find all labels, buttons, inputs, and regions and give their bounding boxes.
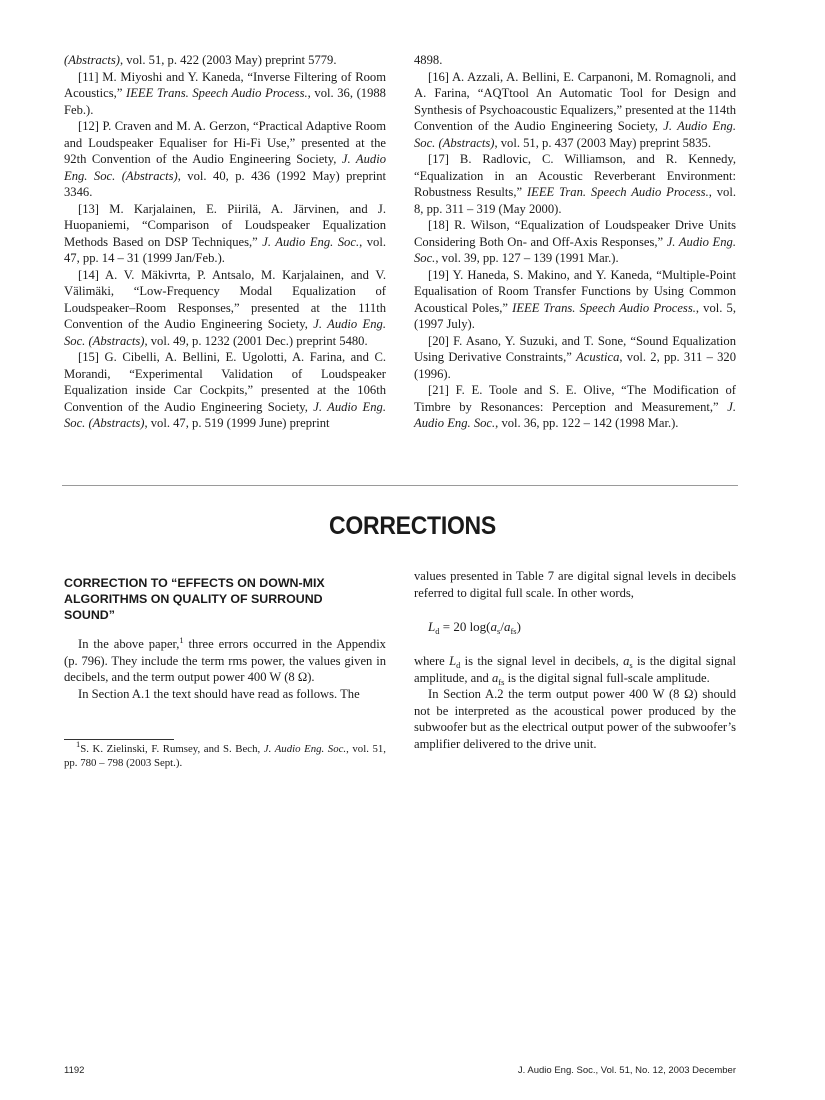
paragraph: [21] F. E. Toole and S. E. Olive, “The Modification of Timbre by Resonances: Perception and Measurement,” J. Audio Eng. Soc., vol. 36, pp. 122 – 142 (1998 Mar.). [414, 383, 736, 430]
paragraph: [20] F. Asano, Y. Suzuki, and T. Sone, “Sound Equalization Using Derivative Constraints,” Acustica, vol. 2, pp. 311 – 320 (1996). [414, 333, 736, 381]
body-paragraph: values presented in Table 7 are digital signal levels in decibels referred to digital full scale. In other words, [414, 569, 736, 600]
body-right-continued [414, 653, 736, 752]
paragraph: [12] P. Craven and M. A. Gerzon, “Practical Adaptive Room and Loudspeaker Equaliser for Hi-Fi Use,” presented at the 92th Convention of the Audio Engineering Society, J. Audio Eng. Soc. (Abstracts), vol. 40, p. 436 (1992 May) preprint 3346. [64, 119, 386, 199]
footnote-rule [64, 739, 174, 740]
paragraph: [11] M. Miyoshi and Y. Kaneda, “Inverse Filtering of Room Acoustics,” IEEE Trans. Speech Audio Process., vol. 36, (1988 Feb.). [64, 69, 386, 117]
article-title: CORRECTION TO “EFFECTS ON DOWN-MIX ALGORITHMS ON QUALITY OF SURROUND SOUND” [64, 576, 325, 622]
paragraph: In the above paper,$^1$ three errors occurred in the Appendix (p. 796). They include the term rms power, the values given in decibels, and the term output power 400 W (8 Ω). [64, 635, 386, 684]
section-title: CORRECTIONS [329, 512, 496, 540]
footnote-text: $^1$S. K. Zielinski, F. Rumsey, and S. Bech, J. Audio Eng. Soc., vol. 51, pp. 780 – 798 (2003 Sept.). [64, 739, 386, 769]
paragraph: [14] A. V. Mäkivrta, P. Antsalo, M. Karjalainen, and V. Välimäki, “Low-Frequency Modal Equalization of Loudspeaker–Room Responses,” presented at the 111th Convention of the Audio Engineering Society, J. Audio Eng. Soc. (Abstracts), vol. 49, p. 1232 (2001 Dec.) preprint 5480. [64, 267, 386, 348]
footnote [64, 739, 386, 770]
paragraph: (Abstracts), vol. 51, p. 422 (2003 May) preprint 5779. [64, 53, 337, 67]
journal-citation: J. Audio Eng. Soc., Vol. 51, No. 12, 2003 December [517, 1065, 736, 1076]
section-divider [62, 485, 738, 486]
page-number: 1192 [64, 1065, 85, 1076]
paragraph: [19] Y. Haneda, S. Makino, and Y. Kaneda, “Multiple-Point Equalisation of Room Transfer Functions by Using Common Acoustical Poles,” IEEE Trans. Speech Audio Process., vol. 5, (1997 July). [414, 267, 736, 331]
paragraph: [13] M. Karjalainen, E. Piirilä, A. Järvinen, and J. Huopaniemi, “Comparison of Loudspeaker Equalization Methods Based on DSP Techniques,” J. Audio Eng. Soc., vol. 47, pp. 14 – 31 (1999 Jan/Feb.). [64, 201, 386, 265]
paragraph: [16] A. Azzali, A. Bellini, E. Carpanoni, M. Romagnoli, and A. Farina, “AQTtool An Automatic Tool for Design and Synthesis of Psychoacoustic Equalizers,” presented at the 114th Convention of the Audio Engineering Society, J. Audio Eng. Soc. (Abstracts), vol. 51, p. 437 (2003 May) preprint 5835. [414, 69, 736, 150]
body-right-column [414, 568, 736, 752]
paragraph: In Section A.2 the term output power 400 W (8 Ω) should not be interpreted as the acoustical power produced by the subwoofer but as the electrical output power of the subwoofer’s amplifier delivered to the drive unit. [414, 687, 736, 751]
paragraph: 4898. [414, 53, 443, 67]
body-left-column [64, 636, 386, 702]
references-right-column [414, 52, 736, 432]
equation: $L_d = 20$ $\log(a_s/a_{fs})$ [428, 619, 521, 636]
paragraph: [15] G. Cibelli, A. Bellini, E. Ugolotti, A. Farina, and C. Morandi, “Experimental Validation of Loudspeaker Equalization inside Car Cockpits,” presented at the 106th Convention of the Audio Engineering Society, J. Audio Eng. Soc. (Abstracts), vol. 47, p. 519 (1999 June) preprint [64, 350, 386, 430]
references-left-column [64, 52, 386, 432]
paragraph: [18] R. Wilson, “Equalization of Loudspeaker Drive Units Considering Both On- and Off-Axis Responses,” J. Audio Eng. Soc., vol. 39, pp. 127 – 139 (1991 Mar.). [414, 218, 736, 265]
paragraph: where $L_d$ is the signal level in decibels, $a_s$ is the digital signal amplitude, and $a_{fs}$ is the digital signal full-scale amplitude. [414, 654, 736, 687]
paragraph: [17] B. Radlovic, C. Williamson, and R. Kennedy, “Equalization in an Acoustic Reverberant Environment: Robustness Results,” IEEE Tran. Speech Audio Process., vol. 8, pp. 311 – 319 (May 2000). [414, 152, 736, 216]
paragraph: In Section A.1 the text should have read as follows. The [78, 686, 360, 701]
